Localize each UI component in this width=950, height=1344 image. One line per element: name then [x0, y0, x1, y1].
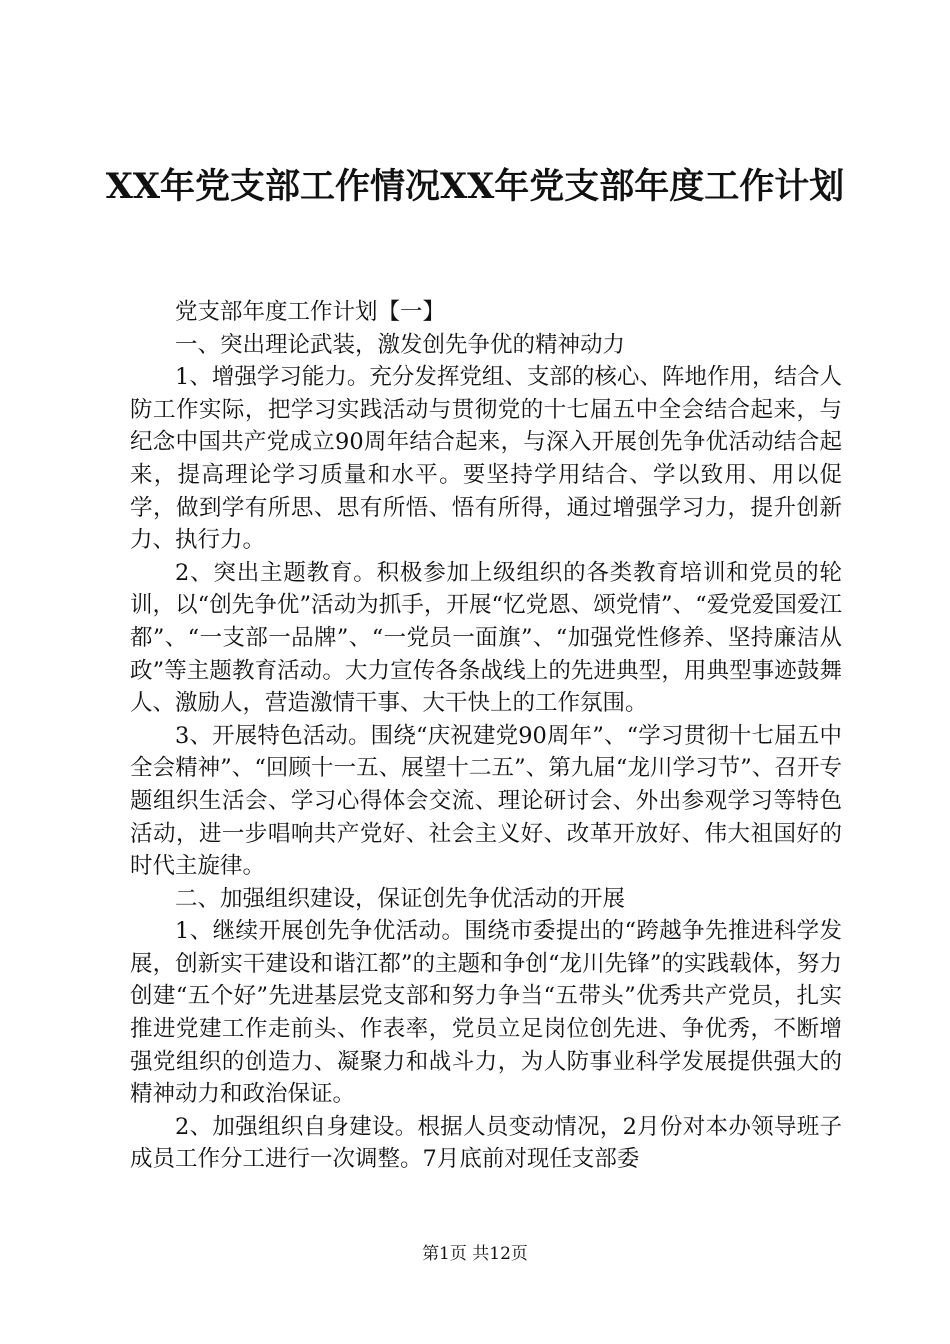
paragraph-special-activities: 3、开展特色活动。围绕“庆祝建党90周年”、“学习贯彻十七届五中全会精神”、“回顾十一五、展望十二五”、第九届“龙川学习节”、召开专题组织生活会、学习心得体会交流、理论研讨会、外出参观学习等特色活动，进一步唱响共产党好、社会主义好、改革开放好、伟大祖国好的时代主旋律。: [130, 722, 842, 880]
section-heading-theory: 一、突出理论武装，激发创先争优的精神动力: [175, 331, 626, 358]
paragraph-learning-ability: 1、增强学习能力。充分发挥党组、支部的核心、阵地作用，结合人防工作实际，把学习实践活动与贯彻党的十七届五中全会结合起来，与纪念中国共产党成立90周年结合起来，与深入开展创先争优活动结合起来，提高理论学习质量和水平。要坚持学用结合、学以致用、用以促学，做到学有所思、思有所悟、悟有所得，通过增强学习力，提升创新力、执行力。: [130, 364, 842, 554]
document-body: [130, 296, 842, 1176]
section-heading-plan-one: 党支部年度工作计划【一】: [175, 299, 446, 325]
page-footer: 第1页 共12页: [422, 1244, 528, 1264]
paragraph-theme-education: 2、突出主题教育。积极参加上级组织的各类教育培训和党员的轮训，以“创先争优”活动为抓手，开展“忆党恩、颂党情”、“爱党爱国爱江都”、“一支部一品牌”、“一党员一面旗”、“加强党性修养、坚持廉洁从政”等主题教育活动。大力宣传各条战线上的先进典型，用典型事迹鼓舞人、激励人，营造激情干事、大干快上的工作氛围。: [130, 559, 842, 717]
document-title: XX年党支部工作情况XX年党支部年度工作计划: [105, 166, 845, 207]
paragraph-excellence-activity: 1、继续开展创先争优活动。围绕市委提出的“跨越争先推进科学发展，创新实干建设和谐江都”的主题和争创“龙川先锋”的实践载体，努力创建“五个好”先进基层党支部和努力争当“五带头”优秀共产党员，扎实推进党建工作走前头、作表率，党员立足岗位创先进、争优秀，不断增强党组织的创造力、凝聚力和战斗力，为人防事业科学发展提供强大的精神动力和政治保证。: [130, 918, 842, 1108]
paragraph-self-building: 2、加强组织自身建设。根据人员变动情况，2月份对本办领导班子成员工作分工进行一次调整。7月底前对现任支部委: [130, 1113, 842, 1173]
section-heading-organization: 二、加强组织建设，保证创先争优活动的开展: [175, 885, 626, 912]
